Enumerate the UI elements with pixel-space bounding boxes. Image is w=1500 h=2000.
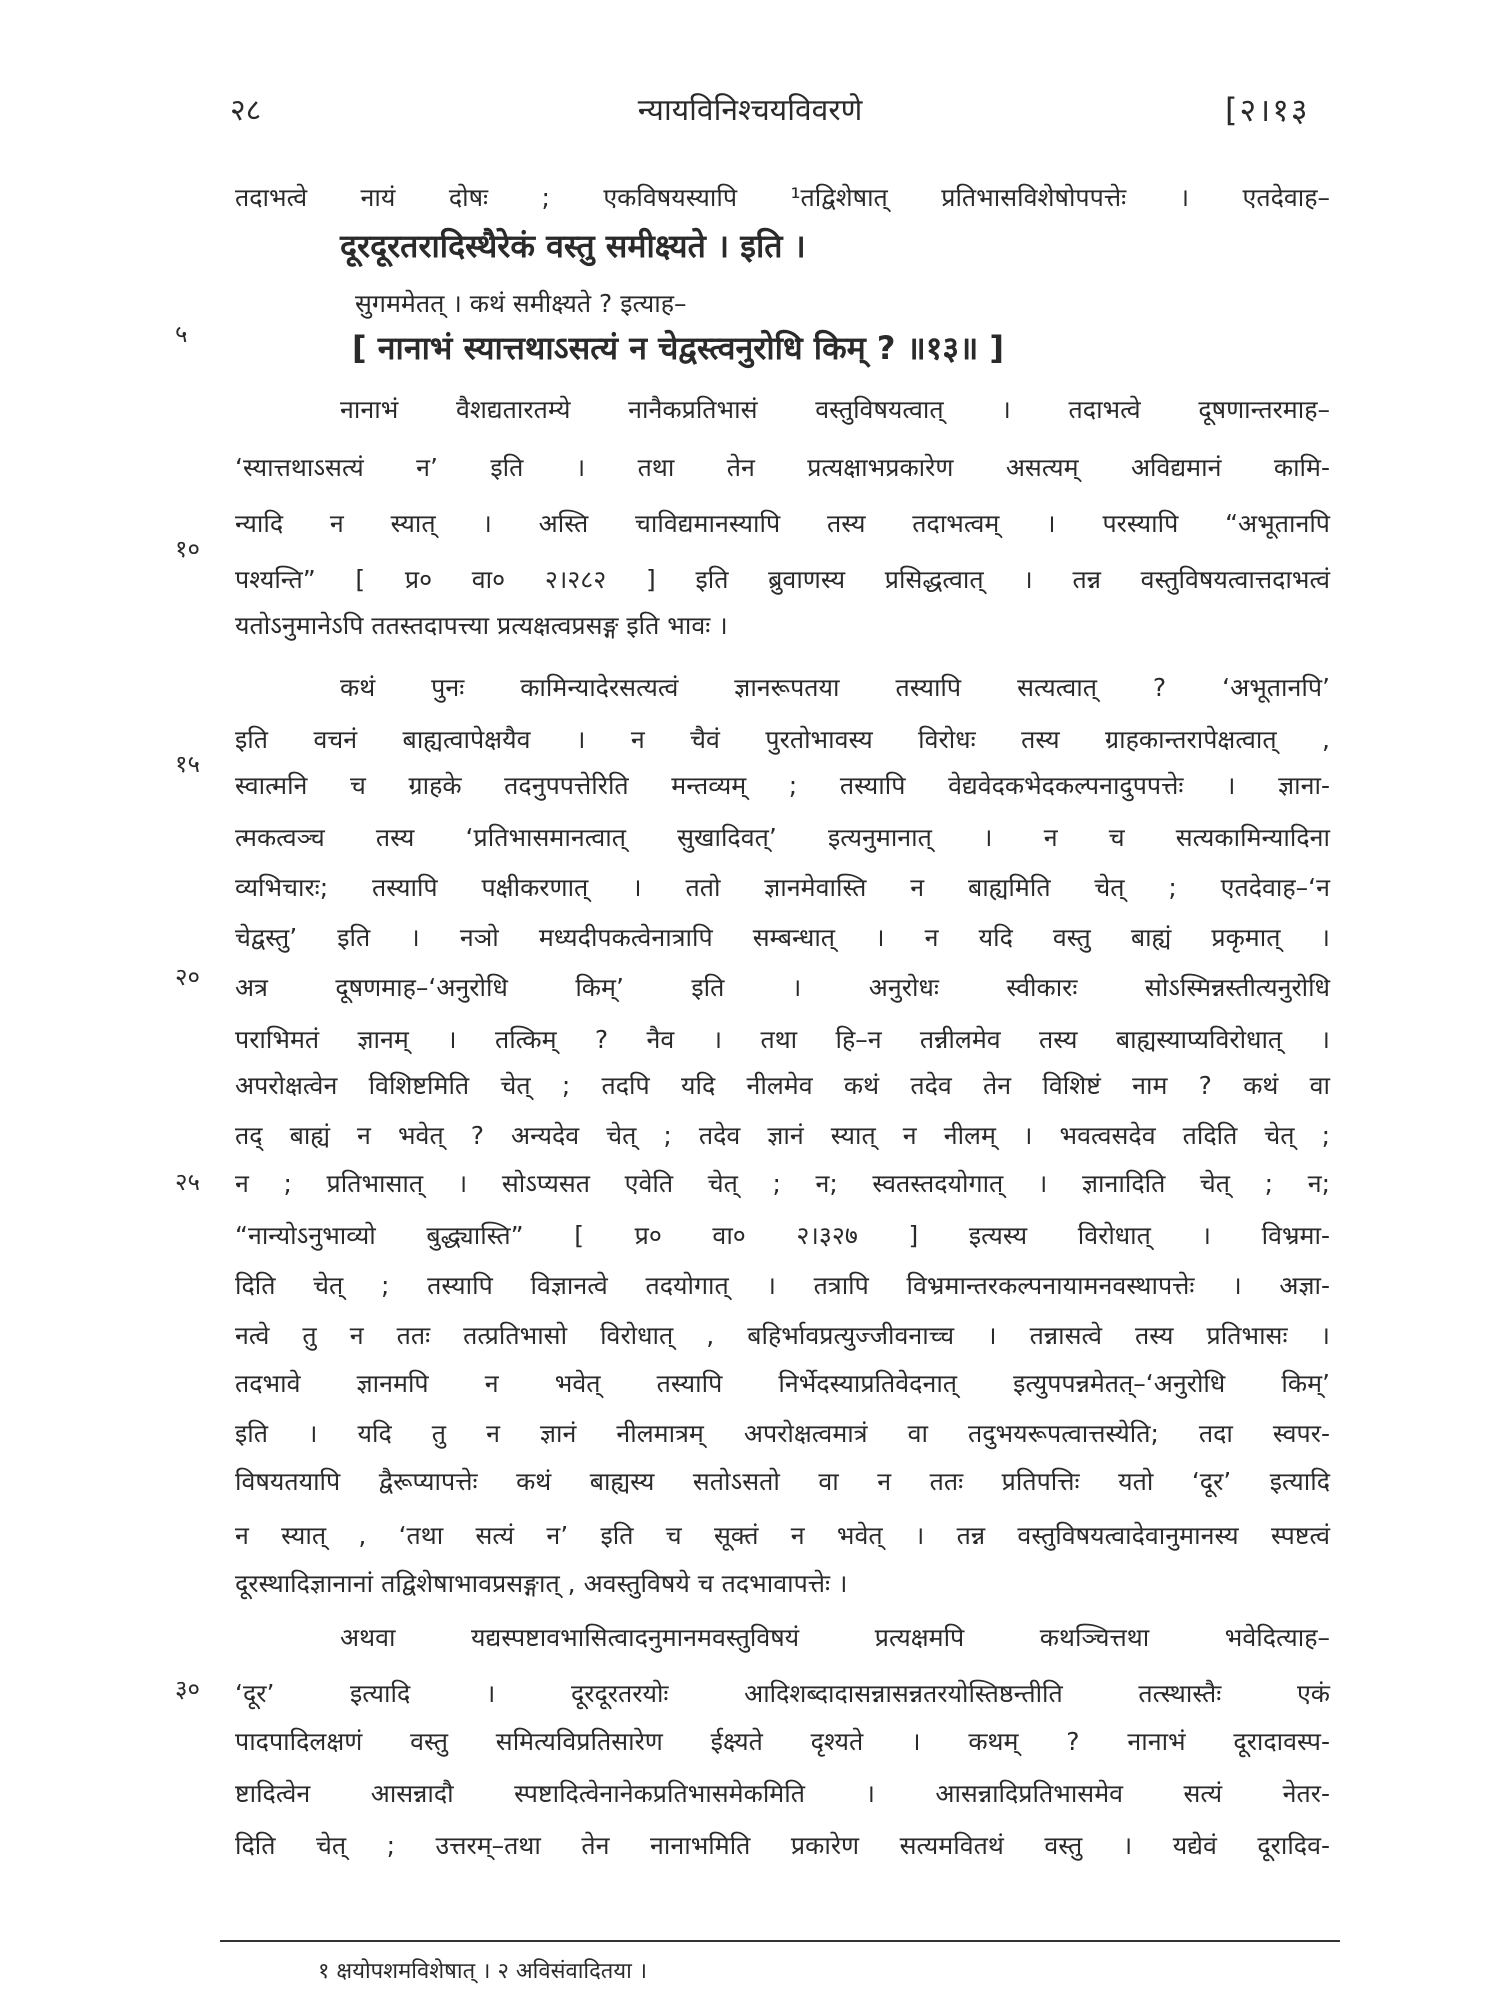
text-line: न्यादि न स्यात् । अस्ति चाविद्यमानस्यापि तस्य तदाभत्वम् । परस्यापि “अभूतानपि [235, 509, 1330, 538]
line-number-30: ३० [175, 1675, 200, 1703]
text-line: स्वात्मनि च ग्राहके तदनुपपत्तेरिति मन्तव्यम् ; तस्यापि वेद्यवेदकभेदकल्पनादुपपत्तेः । ज्ञाना- [235, 771, 1330, 800]
page-number: २८ [230, 93, 262, 128]
text-line: चेद्वस्तु’ इति । नञो मध्यदीपकत्वेनात्रापि सम्बन्धात् । न यदि वस्तु बाह्यं प्रकृमात् । [235, 923, 1330, 952]
footnotes: १ क्षयोपशमविशेषात् । २ अविसंवादितया । [318, 1959, 648, 1984]
text-line: ष्टादित्वेन आसन्नादौ स्पष्टादित्वेनानेकप्रतिभासमेकमिति । आसन्नादिप्रतिभासमेव सत्यं नेतर- [235, 1779, 1330, 1808]
text-line: दूरस्थादिज्ञानानां तद्विशेषाभावप्रसङ्गात् , अवस्तुविषये च तदभावापत्तेः । [235, 1569, 848, 1598]
text-line: न ; प्रतिभासात् । सोऽप्यसत एवेति चेत् ; न; स्वतस्तदयोगात् । ज्ञानादिति चेत् ; न; [235, 1169, 1330, 1198]
text-line: कथं पुनः कामिन्यादेरसत्यत्वं ज्ञानरूपतया तस्यापि सत्यत्वात् ? ‘अभूतानपि’ [340, 673, 1330, 702]
text-line: इति । यदि तु न ज्ञानं नीलमात्रम् अपरोक्षत्वमात्रं वा तदुभयरूपत्वात्तस्येति; तदा स्वपर- [235, 1419, 1330, 1448]
line-number-15: १५ [175, 750, 200, 778]
text-line: पराभिमतं ज्ञानम् । तत्किम् ? नैव । तथा हि–न तन्नीलमेव तस्य बाह्यस्याप्यविरोधात् । [235, 1025, 1330, 1054]
text-line: सुगममेतत् । कथं समीक्ष्यते ? इत्याह– [355, 289, 687, 318]
running-title: न्यायविनिश्चयविवरणे [637, 93, 863, 128]
text-line: विषयतयापि द्वैरूप्यापत्तेः कथं बाह्यस्य सतोऽसतो वा न ततः प्रतिपत्तिः यतो ‘दूर’ इत्यादि [235, 1467, 1330, 1496]
text-line: दिति चेत् ; तस्यापि विज्ञानत्वे तदयोगात् । तत्रापि विभ्रमान्तरकल्पनायामनवस्थापत्तेः । अज्ञा- [235, 1271, 1330, 1300]
text-line: तदाभत्वे नायं दोषः ; एकविषयस्यापि ¹तद्विशेषात् प्रतिभासविशेषोपपत्तेः । एतदेवाह– [235, 183, 1330, 212]
section-reference: [२।१३ [1225, 91, 1310, 129]
text-line: नत्वे तु न ततः तत्प्रतिभासो विरोधात् , बहिर्भावप्रत्युज्जीवनाच्च । तन्नासत्वे तस्य प्रतिभासः । [235, 1321, 1330, 1350]
text-line: त्मकत्वञ्च तस्य ‘प्रतिभासमानत्वात् सुखादिवत्’ इत्यनुमानात् । न च सत्यकामिन्यादिना [235, 823, 1330, 852]
text-line: न स्यात् , ‘तथा सत्यं न’ इति च सूक्तं न भवेत् । तन्न वस्तुविषयत्वादेवानुमानस्य स्पष्टत्वं [235, 1521, 1330, 1550]
line-number-25: २५ [175, 1168, 200, 1196]
text-line: तद् बाह्यं न भवेत् ? अन्यदेव चेत् ; तदेव ज्ञानं स्यात् न नीलम् । भवत्वसदेव तदिति चेत् ; [235, 1121, 1330, 1150]
text-line: दिति चेत् ; उत्तरम्–तथा तेन नानाभमिति प्रकारेण सत्यमवितथं वस्तु । यद्येवं दूरादिव- [235, 1831, 1330, 1860]
line-number-5: ५ [175, 320, 188, 348]
text-line: अपरोक्षत्वेन विशिष्टमिति चेत् ; तदपि यदि नीलमेव कथं तदेव तेन विशिष्टं नाम ? कथं वा [235, 1071, 1330, 1100]
text-line: ‘स्यात्तथाऽसत्यं न’ इति । तथा तेन प्रत्यक्षाभप्रकारेण असत्यम् अविद्यमानं कामि- [235, 453, 1330, 482]
text-line: यतोऽनुमानेऽपि ततस्तदापत्त्या प्रत्यक्षत्वप्रसङ्ग इति भावः । [235, 611, 728, 640]
text-line: अथवा यद्यस्पष्टावभासित्वादनुमानमवस्तुविषयं प्रत्यक्षमपि कथञ्चित्तथा भवेदित्याह– [340, 1623, 1330, 1652]
text-line: तदभावे ज्ञानमपि न भवेत् तस्यापि निर्भेदस्याप्रतिवेदनात् इत्युपपन्नमेतत्–‘अनुरोधि किम्’ [235, 1369, 1330, 1398]
text-line: अत्र दूषणमाह–‘अनुरोधि किम्’ इति । अनुरोधः स्वीकारः सोऽस्मिन्नस्तीत्यनुरोधि [235, 973, 1330, 1002]
line-number-10: १० [175, 535, 200, 563]
verse-line: दूरदूरतरादिस्थैरेकं वस्तु समीक्ष्यते । इति । [340, 227, 806, 265]
footnote-rule [220, 1940, 1340, 1942]
line-number-20: २० [175, 963, 200, 991]
text-line: व्यभिचारः; तस्यापि पक्षीकरणात् । ततो ज्ञानमेवास्ति न बाह्यमिति चेत् ; एतदेवाह–‘न [235, 873, 1330, 902]
karika-13: [ नानाभं स्यात्तथाऽसत्यं न चेद्वस्त्वनुरोधि किम् ? ॥१३॥ ] [352, 329, 1005, 367]
text-line: नानाभं वैशद्यतारतम्ये नानैकप्रतिभासं वस्तुविषयत्वात् । तदाभत्वे दूषणान्तरमाह– [340, 395, 1330, 424]
text-line: इति वचनं बाह्यत्वापेक्षयैव । न चैवं पुरतोभावस्य विरोधः तस्य ग्राहकान्तरापेक्षत्वात् , [235, 725, 1330, 754]
text-line: ‘दूर’ इत्यादि । दूरदूरतरयोः आदिशब्दादासन्नासन्नतरयोस्तिष्ठन्तीति तत्स्थास्तैः एकं [235, 1679, 1330, 1708]
text-line: पश्यन्ति” [ प्र० वा० २।२८२ ] इति ब्रुवाणस्य प्रसिद्धत्वात् । तन्न वस्तुविषयत्वात्तदाभत्वं [235, 565, 1330, 594]
text-line: “नान्योऽनुभाव्यो बुद्ध्यास्ति” [ प्र० वा० २।३२७ ] इत्यस्य विरोधात् । विभ्रमा- [235, 1221, 1330, 1250]
text-line: पादपादिलक्षणं वस्तु समित्यविप्रतिसारेण ईक्ष्यते दृश्यते । कथम् ? नानाभं दूरादावस्प- [235, 1727, 1330, 1756]
